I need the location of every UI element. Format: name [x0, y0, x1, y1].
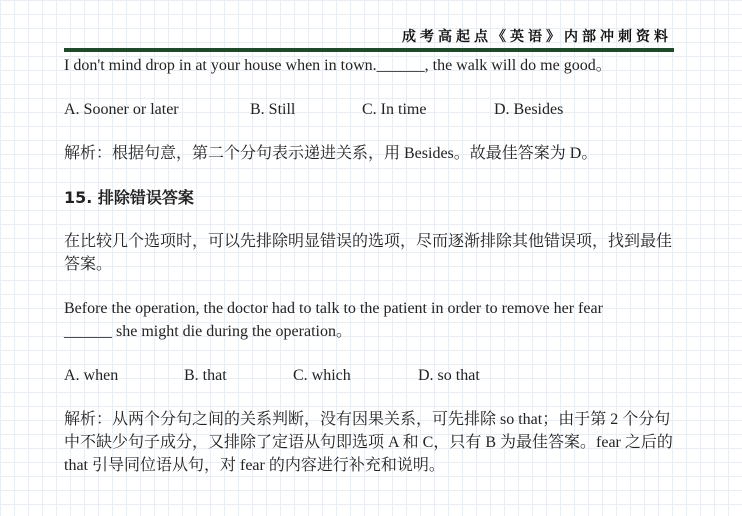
page-header: [64, 26, 674, 46]
q14-option-c: C. In time: [362, 101, 427, 118]
q14-options: [64, 98, 674, 121]
q14-sentence: I don't mind drop in at your house when in town.______, the walk will do me good。: [64, 57, 612, 74]
q14-option-a: A. Sooner or later: [64, 101, 179, 118]
q14-analysis: 解析：根据句意，第二个分句表示递进关系，用 Besides。故最佳答案为 D。: [64, 145, 598, 162]
q14-option-b: B. Still: [250, 101, 296, 118]
q15-option-a: A. when: [64, 367, 119, 384]
q15-options: [64, 364, 674, 387]
header-rule: [64, 48, 674, 52]
q15-option-c: C. which: [293, 367, 351, 384]
section-15-heading: 15. 排除错误答案: [64, 188, 194, 207]
q15-option-d: D. so that: [418, 367, 480, 384]
q15-question-line-1: Before the operation, the doctor had to talk to the patient in order to remove her fear: [64, 300, 603, 317]
header-title: 成考高起点《英语》内部冲刺资料: [402, 29, 672, 45]
q15-option-b: B. that: [184, 367, 227, 384]
q14-option-d: D. Besides: [494, 101, 564, 118]
section-15-intro: 在比较几个选项时，可以先排除明显错误的选项，尽而逐渐排除其他错误项，找到最佳答案。: [64, 233, 673, 273]
q15-question-line-2: ______ she might die during the operation。: [64, 323, 352, 340]
document-body: [64, 54, 674, 477]
q15-analysis: 解析：从两个分句之间的关系判断，没有因果关系，可先排除 so that；由于第 2 个分句中不缺少句子成分，又排除了定语从句即选项 A 和 C，只有 B 为最佳答案。fear 之后的 that 引导同位语从句，对 fear 的内容进行补充和说明。: [64, 411, 673, 474]
